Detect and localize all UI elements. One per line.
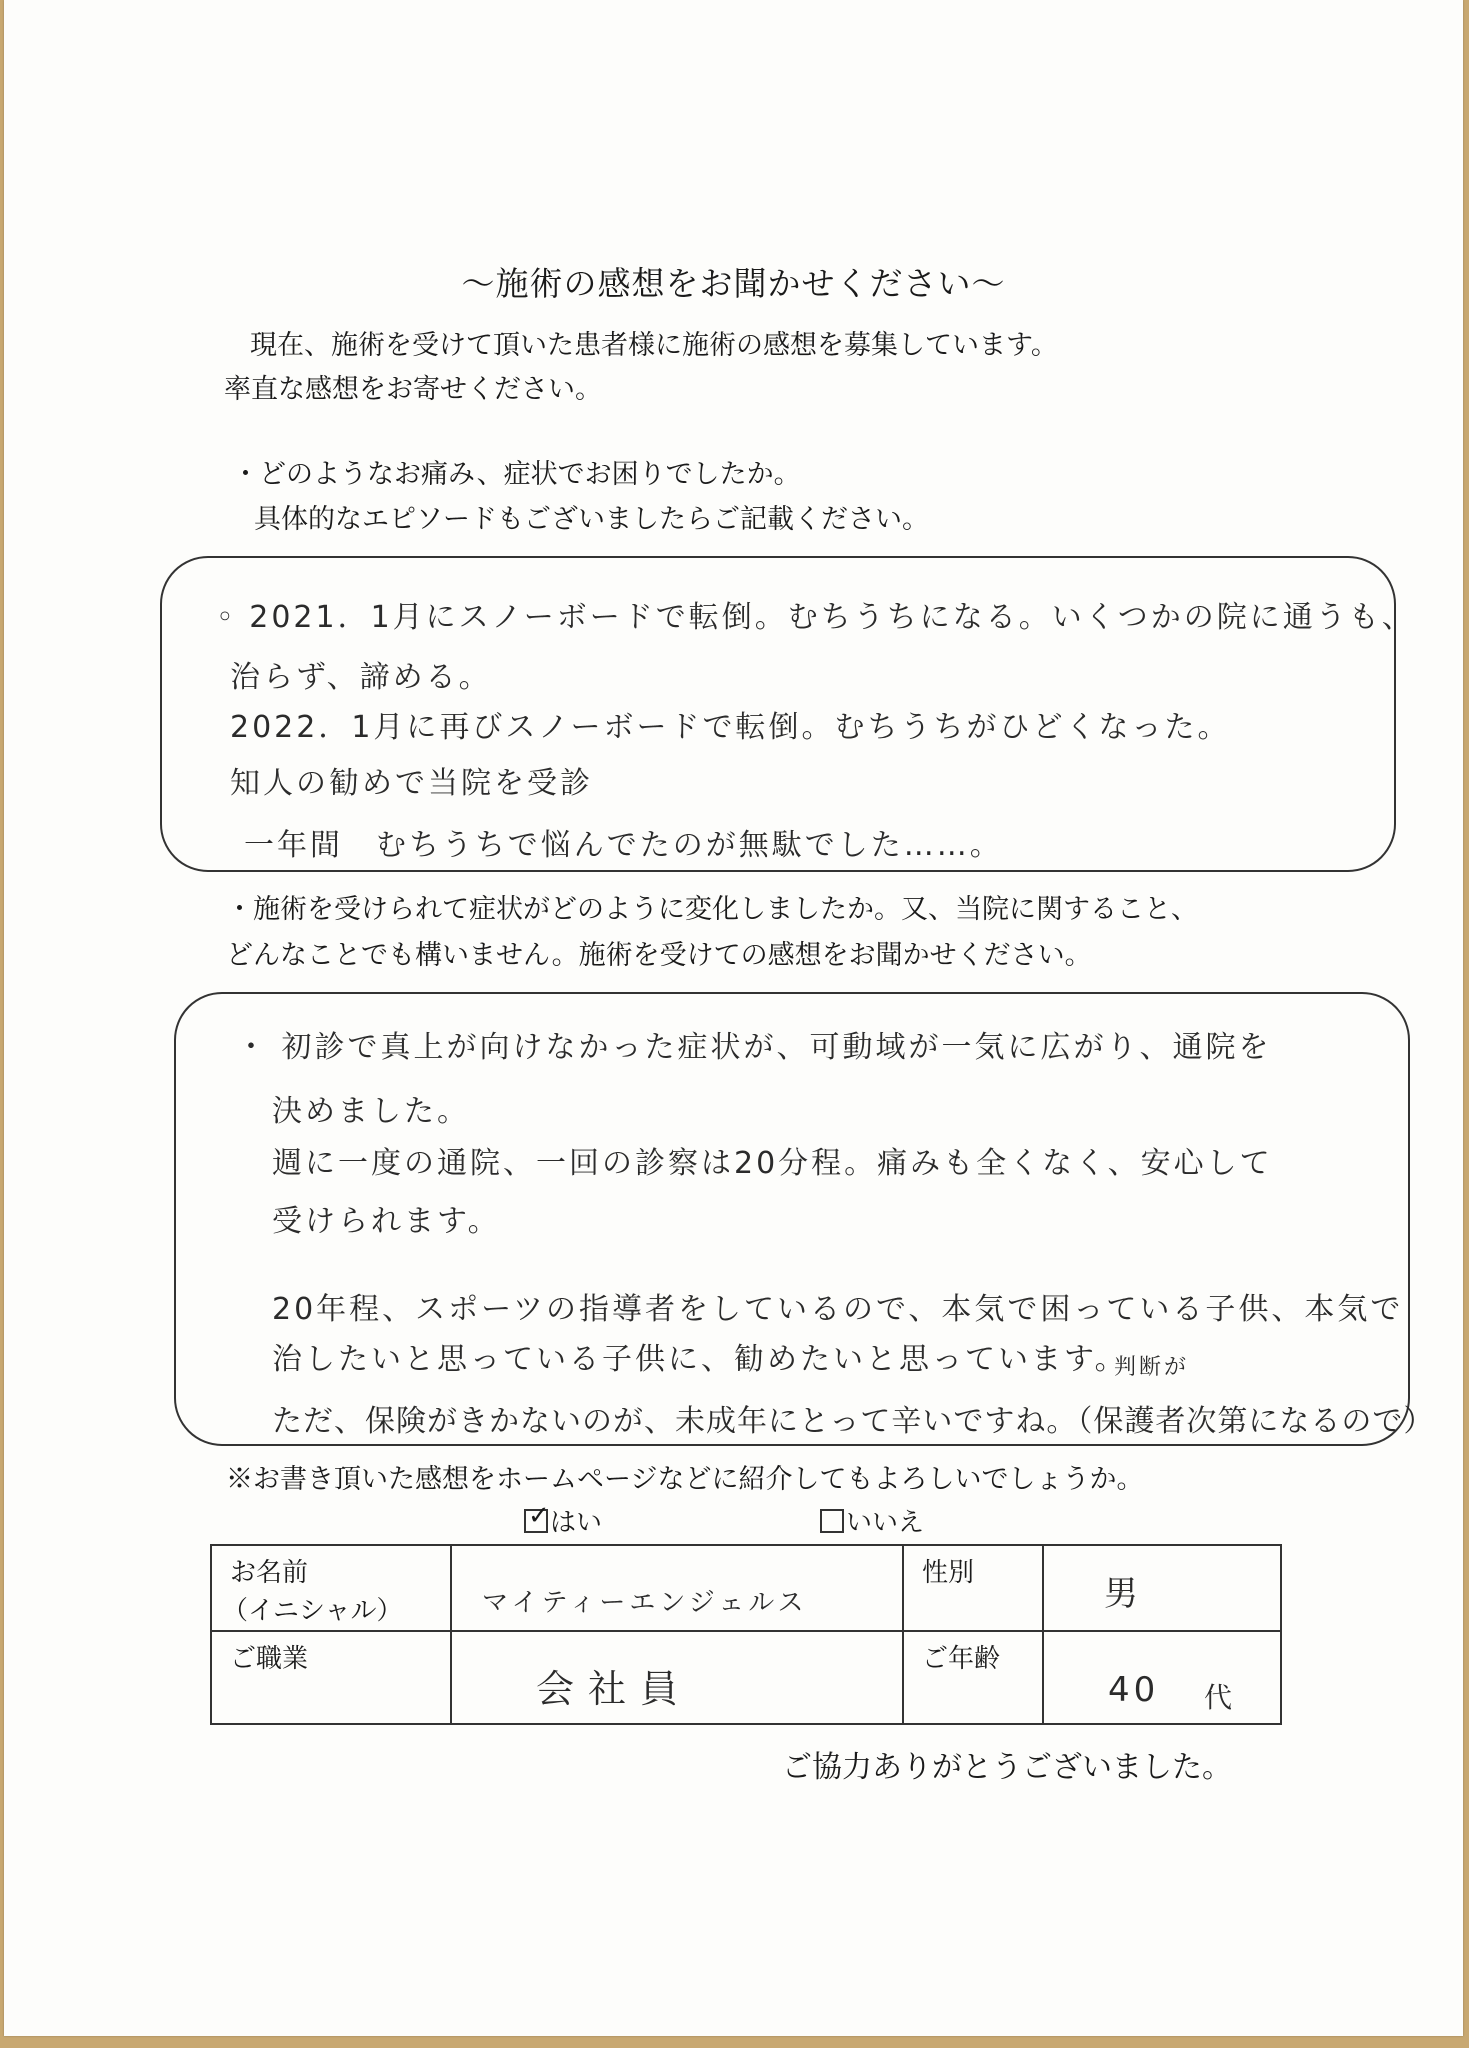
age-suffix: 代 xyxy=(1204,1681,1237,1714)
intro-line-1: 現在、施術を受けて頂いた患者様に施術の感想を募集しています。 xyxy=(250,330,1058,361)
question-1-line-1: ・どのようなお痛み、症状でお困りでしたか。 xyxy=(232,459,801,490)
answer-2-insert-note: 判断が xyxy=(1114,1355,1190,1380)
survey-sheet xyxy=(4,0,1463,2036)
answer-2-line: ・ 初診で真上が向けなかった症状が、可動域が一気に広がり、通院を xyxy=(236,1030,1272,1065)
answer-2-line: 週に一度の通院、一回の診察は20分程。痛みも全くなく、安心して xyxy=(272,1146,1273,1181)
age-label-cell xyxy=(903,1631,1043,1724)
gender-label: 性別 xyxy=(922,1558,975,1588)
question-2-line-2: どんなことでも構いません。施術を受けての感想をお聞かせください。 xyxy=(226,940,1092,971)
answer-1-line: 治らず、諦める。 xyxy=(230,660,492,695)
no-label: いいえ xyxy=(846,1508,925,1538)
answer-1-line: 知人の勧めで当院を受診 xyxy=(230,766,593,801)
consent-no-option[interactable] xyxy=(820,1502,924,1539)
name-label: お名前 xyxy=(230,1558,309,1588)
answer-2-line: 受けられます。 xyxy=(272,1204,501,1239)
respondent-info-table xyxy=(210,1544,1282,1725)
page-title: ～施術の感想をお聞かせください～ xyxy=(461,264,1006,303)
yes-label: はい xyxy=(550,1508,603,1538)
name-value-cell xyxy=(451,1545,903,1631)
consent-yes-option[interactable] xyxy=(524,1502,602,1539)
yes-checkbox[interactable] xyxy=(524,1501,550,1533)
consent-question: ※お書き頂いた感想をホームページなどに紹介してもよろしいでしょうか。 xyxy=(226,1464,1144,1495)
answer-1-line: 一年間 むちうちで悩んでたのが無駄でした……。 xyxy=(244,828,1003,863)
intro-line-2: 率直な感想をお寄せください。 xyxy=(224,374,602,405)
gender-value-cell xyxy=(1043,1545,1281,1631)
job-label-cell xyxy=(211,1631,451,1724)
answer-2-line: ただ、保険がきかないのが、未成年にとって辛いですね。（保護者次第になるので） xyxy=(272,1404,1435,1439)
answer-2-line: 決めました。 xyxy=(272,1094,470,1129)
question-1-line-2: 具体的なエピソードもございましたらご記載ください。 xyxy=(254,504,929,535)
gender-label-cell xyxy=(903,1545,1043,1631)
age-value: 40 xyxy=(1108,1670,1160,1710)
name-label-cell xyxy=(211,1545,451,1631)
answer-1-line: ◦ 2021．1月にスノーボードで転倒。むちうちになる。いくつかの院に通うも、 xyxy=(216,600,1415,635)
thanks-message: ご協力ありがとうございました。 xyxy=(782,1750,1232,1785)
name-sub-label: （イニシャル） xyxy=(222,1596,403,1626)
answer-1-line: 2022．1月に再びスノーボードで転倒。むちうちがひどくなった。 xyxy=(230,710,1231,745)
no-checkbox[interactable] xyxy=(820,1509,844,1533)
question-2-line-1: ・施術を受けられて症状がどのように変化しましたか。又、当院に関すること、 xyxy=(226,894,1198,925)
age-value-cell xyxy=(1043,1631,1281,1724)
job-value: 会社員 xyxy=(536,1667,693,1711)
answer-2-line: 20年程、スポーツの指導者をしているので、本気で困っている子供、本気で xyxy=(272,1292,1404,1327)
gender-value: 男 xyxy=(1104,1574,1142,1614)
answer-2-line: 治したいと思っている子供に、勧めたいと思っています。 xyxy=(272,1342,1128,1377)
age-label: ご年齢 xyxy=(922,1644,1001,1674)
job-label: ご職業 xyxy=(230,1644,309,1674)
job-value-cell xyxy=(451,1631,903,1724)
check-mark-icon: ✓ xyxy=(528,1501,550,1531)
name-value: マイティーエンジェルス xyxy=(482,1588,808,1618)
